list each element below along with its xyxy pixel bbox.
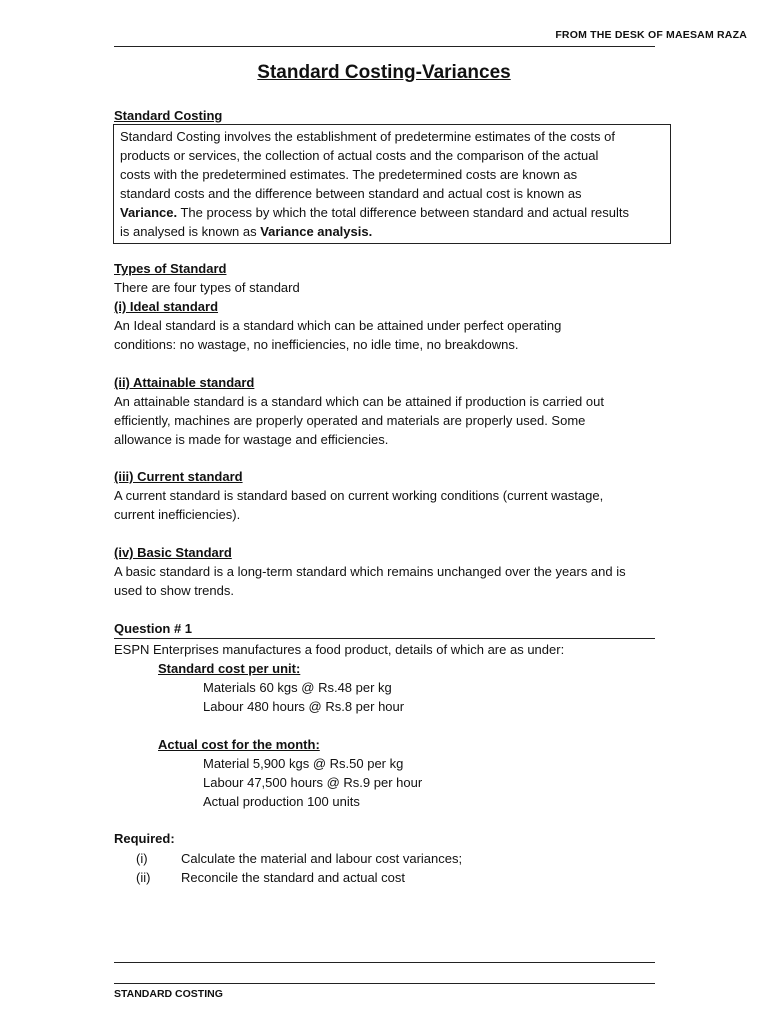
definition-line: costs with the predetermined estimates. The predetermined costs are known as xyxy=(120,167,578,182)
definition-line xyxy=(120,203,664,222)
type-text-basic: A basic standard is a long-term standard which remains unchanged over the years and is xyxy=(114,564,626,579)
actual-cost-line: Actual production 100 units xyxy=(203,794,360,809)
variance-term: Variance. xyxy=(120,205,178,220)
type-title-current: (iii) Current standard xyxy=(114,469,243,484)
definition-box xyxy=(113,124,671,244)
type-title-basic: (iv) Basic Standard xyxy=(114,545,232,560)
intro-heading: Standard Costing xyxy=(114,108,223,123)
page-title: Standard Costing-Variances xyxy=(257,62,511,83)
standard-cost-heading: Standard cost per unit: xyxy=(158,661,301,676)
definition-line xyxy=(120,222,664,241)
required-item-text: Reconcile the standard and actual cost xyxy=(181,870,406,885)
header-desk-text: FROM THE DESK OF MAESAM RAZA xyxy=(555,29,747,41)
definition-line: products or services, the collection of actual costs and the comparison of the actual xyxy=(120,148,599,163)
definition-line: Standard Costing involves the establishment of predetermine estimates of the costs of xyxy=(120,129,615,144)
variance-analysis-term: Variance analysis. xyxy=(260,224,373,239)
required-item-number: (ii) xyxy=(136,870,151,885)
type-text-attainable: allowance is made for wastage and efficiencies. xyxy=(114,432,389,447)
question-intro: ESPN Enterprises manufactures a food product, details of which are as under: xyxy=(114,642,565,657)
type-text-basic: used to show trends. xyxy=(114,583,234,598)
type-text-ideal: conditions: no wastage, no inefficiencies, no idle time, no breakdowns. xyxy=(114,337,519,352)
header-rule xyxy=(114,46,655,47)
type-title-ideal: (i) Ideal standard xyxy=(114,299,219,314)
footer-rule-top xyxy=(114,962,655,963)
type-text-current: A current standard is standard based on current working conditions (current wastage, xyxy=(114,488,604,503)
standard-cost-line: Labour 480 hours @ Rs.8 per hour xyxy=(203,699,405,714)
standard-cost-line: Materials 60 kgs @ Rs.48 per kg xyxy=(203,680,392,695)
type-title-attainable: (ii) Attainable standard xyxy=(114,375,255,390)
type-text-attainable: An attainable standard is a standard which can be attained if production is carried out xyxy=(114,394,604,409)
question-heading: Question # 1 xyxy=(114,621,193,636)
definition-line: standard costs and the difference between standard and actual cost is known as xyxy=(120,186,582,201)
footer-text: STANDARD COSTING xyxy=(114,988,223,1000)
required-heading: Required: xyxy=(114,831,175,846)
type-text-ideal: An Ideal standard is a standard which can be attained under perfect operating xyxy=(114,318,562,333)
definition-line-text: is analysed is known as xyxy=(120,224,261,239)
required-item-number: (i) xyxy=(136,851,148,866)
definition-line-text: The process by which the total difference between standard and actual results xyxy=(177,205,630,220)
footer-rule-bottom xyxy=(114,983,655,984)
actual-cost-heading: Actual cost for the month: xyxy=(158,737,320,752)
types-intro: There are four types of standard xyxy=(114,280,300,295)
type-text-attainable: efficiently, machines are properly operated and materials are properly used. Some xyxy=(114,413,586,428)
question-rule xyxy=(114,638,655,639)
actual-cost-line: Material 5,900 kgs @ Rs.50 per kg xyxy=(203,756,404,771)
actual-cost-line: Labour 47,500 hours @ Rs.9 per hour xyxy=(203,775,423,790)
required-item-text: Calculate the material and labour cost variances; xyxy=(181,851,463,866)
type-text-current: current inefficiencies). xyxy=(114,507,241,522)
types-heading: Types of Standard xyxy=(114,261,227,276)
